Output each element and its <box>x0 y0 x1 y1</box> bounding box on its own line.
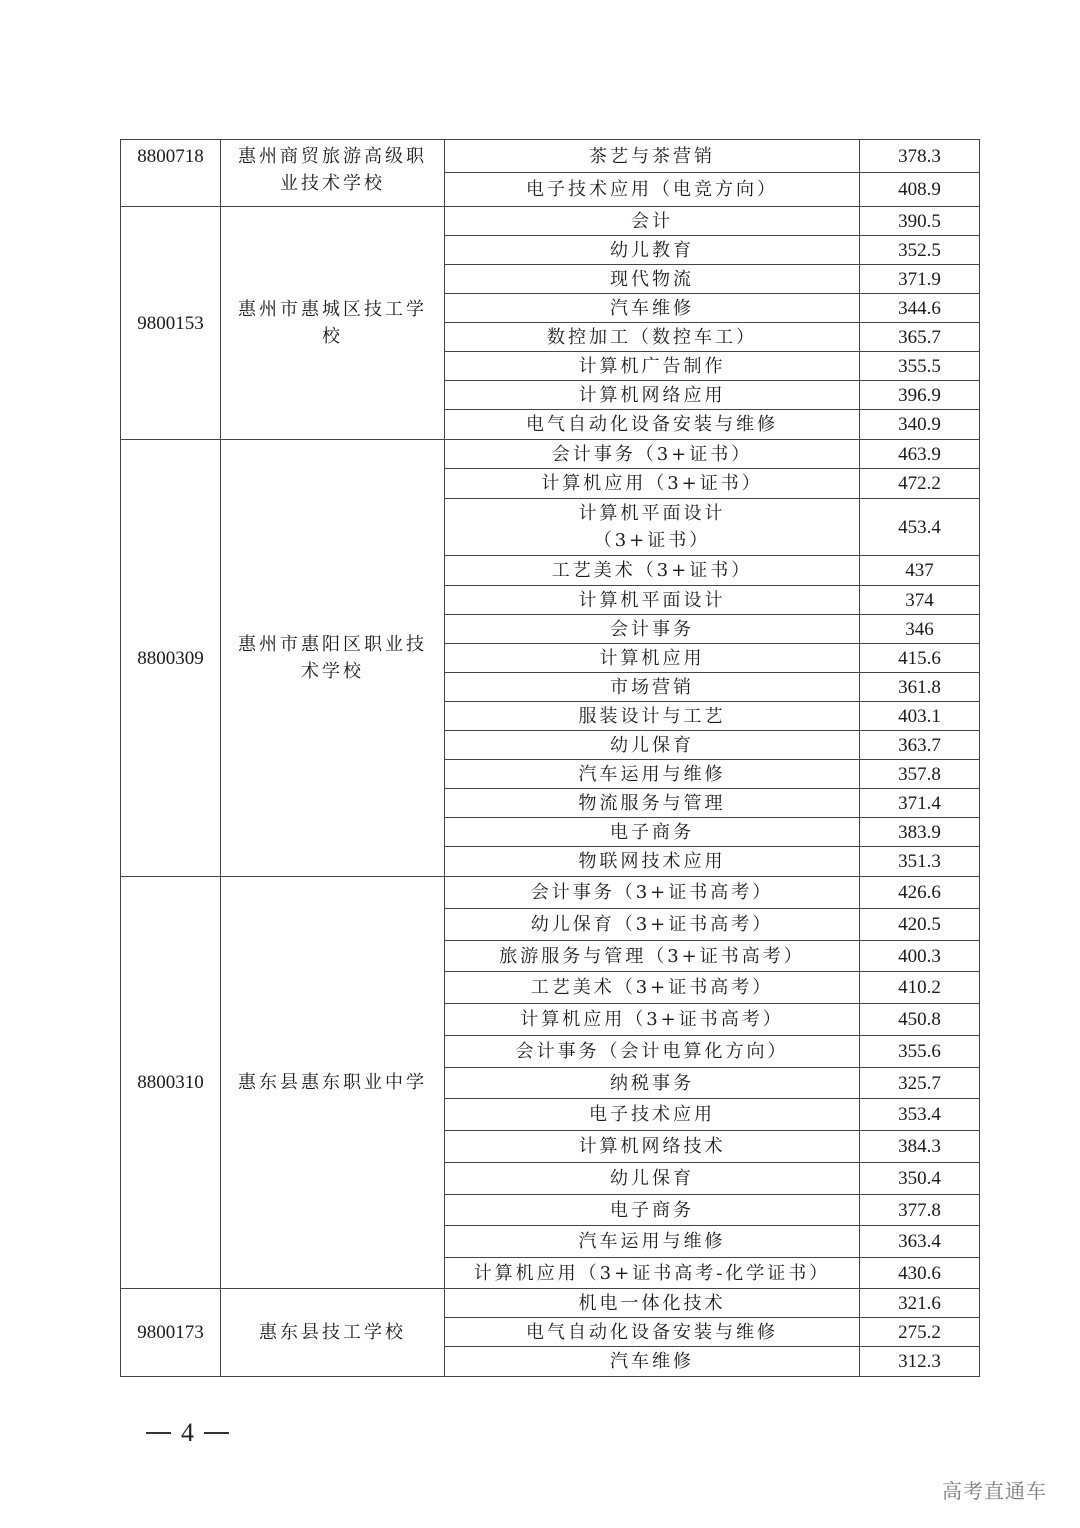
dash-left <box>146 1432 171 1434</box>
min-score: 351.3 <box>860 847 980 877</box>
dash-right <box>204 1432 229 1434</box>
major-name: 电气自动化设备安装与维修 <box>445 1318 860 1347</box>
major-name: 计算机网络技术 <box>445 1131 860 1163</box>
min-score: 371.9 <box>860 265 980 294</box>
major-name: 电子技术应用 <box>445 1099 860 1131</box>
min-score: 463.9 <box>860 440 980 469</box>
major-name-line1: 计算机平面设计 <box>578 503 726 524</box>
school-name: 惠州商贸旅游高级职业技术学校 <box>221 140 445 207</box>
min-score: 355.6 <box>860 1036 980 1068</box>
major-name: 会计事务（3+证书高考） <box>445 877 860 909</box>
major-name: 计算机应用 <box>445 644 860 673</box>
major-name: 工艺美术（3+证书） <box>445 556 860 586</box>
page-number-text: 4 <box>181 1418 194 1447</box>
school-name: 惠东县惠东职业中学 <box>221 877 445 1289</box>
min-score: 321.6 <box>860 1289 980 1318</box>
major-name: 服装设计与工艺 <box>445 702 860 731</box>
table-row <box>121 440 980 469</box>
min-score: 363.4 <box>860 1226 980 1258</box>
min-score: 390.5 <box>860 207 980 236</box>
major-name: 现代物流 <box>445 265 860 294</box>
min-score: 357.8 <box>860 760 980 789</box>
major-name: 数控加工（数控车工） <box>445 323 860 352</box>
major-name: 会计 <box>445 207 860 236</box>
min-score: 384.3 <box>860 1131 980 1163</box>
school-name: 惠州市惠阳区职业技术学校 <box>221 440 445 877</box>
school-code: 8800310 <box>121 877 221 1289</box>
table-row <box>121 1289 980 1318</box>
major-name: 物流服务与管理 <box>445 789 860 818</box>
min-score: 344.6 <box>860 294 980 323</box>
major-name: 计算机应用（3+证书） <box>445 469 860 499</box>
major-name: 机电一体化技术 <box>445 1289 860 1318</box>
school-code: 9800173 <box>121 1289 221 1377</box>
major-name: 幼儿保育 <box>445 731 860 760</box>
major-name: 工艺美术（3+证书高考） <box>445 972 860 1004</box>
major-name: 物联网技术应用 <box>445 847 860 877</box>
major-name: 电子商务 <box>445 1195 860 1226</box>
min-score: 450.8 <box>860 1004 980 1036</box>
min-score: 396.9 <box>860 381 980 410</box>
min-score: 420.5 <box>860 909 980 941</box>
page-number <box>146 1418 229 1448</box>
min-score: 353.4 <box>860 1099 980 1131</box>
major-name: 幼儿保育 <box>445 1163 860 1195</box>
major-name <box>445 499 860 556</box>
min-score: 350.4 <box>860 1163 980 1195</box>
min-score: 400.3 <box>860 941 980 972</box>
major-name: 电气自动化设备安装与维修 <box>445 410 860 440</box>
min-score: 355.5 <box>860 352 980 381</box>
min-score: 472.2 <box>860 469 980 499</box>
school-code: 8800309 <box>121 440 221 877</box>
min-score: 430.6 <box>860 1258 980 1289</box>
min-score: 437 <box>860 556 980 586</box>
min-score: 426.6 <box>860 877 980 909</box>
school-code: 8800718 <box>121 140 221 207</box>
min-score: 340.9 <box>860 410 980 440</box>
min-score: 383.9 <box>860 818 980 847</box>
major-name: 电子技术应用（电竞方向） <box>445 173 860 207</box>
table-row <box>121 207 980 236</box>
min-score: 408.9 <box>860 173 980 207</box>
min-score: 377.8 <box>860 1195 980 1226</box>
table-row <box>121 140 980 173</box>
major-name: 汽车维修 <box>445 294 860 323</box>
min-score: 325.7 <box>860 1068 980 1099</box>
major-name: 计算机广告制作 <box>445 352 860 381</box>
score-table <box>120 139 980 1377</box>
min-score: 312.3 <box>860 1347 980 1377</box>
min-score: 352.5 <box>860 236 980 265</box>
min-score: 453.4 <box>860 499 980 556</box>
major-name: 幼儿教育 <box>445 236 860 265</box>
major-name: 汽车运用与维修 <box>445 1226 860 1258</box>
min-score: 415.6 <box>860 644 980 673</box>
min-score: 346 <box>860 615 980 644</box>
major-name: 会计事务（3+证书） <box>445 440 860 469</box>
min-score: 365.7 <box>860 323 980 352</box>
major-name: 旅游服务与管理（3+证书高考） <box>445 941 860 972</box>
min-score: 378.3 <box>860 140 980 173</box>
min-score: 371.4 <box>860 789 980 818</box>
major-name: 计算机应用（3+证书高考-化学证书） <box>445 1258 860 1289</box>
major-name: 茶艺与茶营销 <box>445 140 860 173</box>
min-score: 363.7 <box>860 731 980 760</box>
school-name: 惠东县技工学校 <box>221 1289 445 1377</box>
major-name: 幼儿保育（3+证书高考） <box>445 909 860 941</box>
min-score: 374 <box>860 586 980 615</box>
major-name: 计算机网络应用 <box>445 381 860 410</box>
major-name-line2: （3+证书） <box>593 530 711 551</box>
major-name: 计算机应用（3+证书高考） <box>445 1004 860 1036</box>
min-score: 410.2 <box>860 972 980 1004</box>
min-score: 275.2 <box>860 1318 980 1347</box>
major-name: 计算机平面设计 <box>445 586 860 615</box>
major-name: 市场营销 <box>445 673 860 702</box>
major-name: 汽车运用与维修 <box>445 760 860 789</box>
major-name: 会计事务 <box>445 615 860 644</box>
major-name: 纳税事务 <box>445 1068 860 1099</box>
min-score: 361.8 <box>860 673 980 702</box>
min-score: 403.1 <box>860 702 980 731</box>
major-name: 会计事务（会计电算化方向） <box>445 1036 860 1068</box>
school-code: 9800153 <box>121 207 221 440</box>
table-row <box>121 877 980 909</box>
school-name: 惠州市惠城区技工学校 <box>221 207 445 440</box>
watermark: 高考直通车 <box>942 1479 1047 1503</box>
major-name: 汽车维修 <box>445 1347 860 1377</box>
major-name: 电子商务 <box>445 818 860 847</box>
